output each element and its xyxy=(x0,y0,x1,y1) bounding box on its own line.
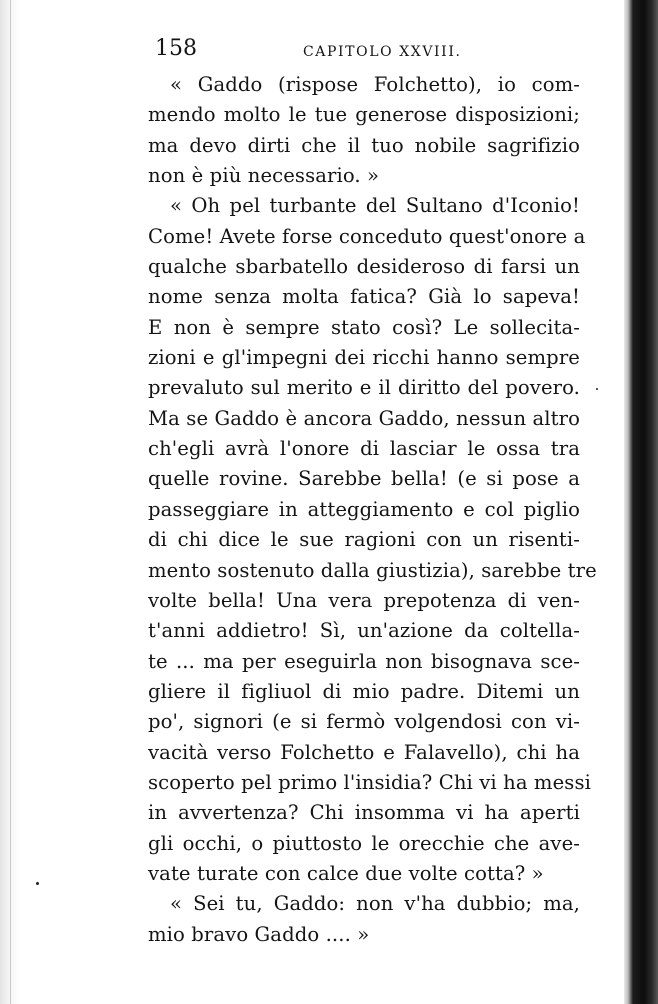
ink-speck xyxy=(596,388,598,390)
text-line: volte bella! Una vera prepotenza di ven- xyxy=(148,588,580,612)
text-line: t'anni addietro! Sì, un'azione da coltella- xyxy=(148,619,580,643)
text-line: « Gaddo (rispose Folchetto), io com- xyxy=(170,73,580,96)
page-fold-line xyxy=(10,0,11,1004)
text-line: mendo molto le tue generose disposizioni; xyxy=(148,103,580,127)
text-line: « Sei tu, Gaddo: non v'ha dubbio; ma, xyxy=(170,892,580,916)
text-line: qualche sbarbatello desideroso di farsi un xyxy=(148,255,580,279)
text-line: zioni e gl'impegni dei ricchi hanno sempre xyxy=(148,346,580,370)
text-line: gli occhi, o piuttosto le orecchie che ave- xyxy=(148,831,580,855)
text-line: vacità verso Folchetto e Falavello), chi ha xyxy=(148,740,580,764)
text-line: prevaluto sul merito e il diritto del povero. xyxy=(148,376,580,400)
running-head: CAPITOLO XXVIII. xyxy=(303,44,462,60)
text-line: « Oh pel turbante del Sultano d'Iconio! xyxy=(170,194,580,218)
text-line: ch'egli avrà l'onore di lasciar le ossa tra xyxy=(148,437,580,461)
text-line: mento sostenuto dalla giustizia), sarebbe tre xyxy=(148,558,597,582)
text-line: ma devo dirti che il tuo nobile sagrifizio xyxy=(148,133,580,157)
ink-speck xyxy=(36,882,39,885)
text-line: vate turate con calce due volte cotta? » xyxy=(148,861,544,885)
text-line: mio bravo Gaddo .... » xyxy=(148,922,370,946)
text-line: scoperto pel primo l'insidia? Chi vi ha messi xyxy=(148,770,591,794)
text-line: Come! Avete forse conceduto quest'onore a xyxy=(148,224,586,248)
text-line: po', signori (e si fermò volgendosi con vi- xyxy=(148,710,580,734)
text-line: gliere il figliuol di mio padre. Ditemi un xyxy=(148,679,580,703)
text-line: di chi dice le sue ragioni con un risenti- xyxy=(148,528,580,552)
text-line: nome senza molta fatica? Già lo sapeva! xyxy=(148,285,580,309)
text-line: in avvertenza? Chi insomma vi ha aperti xyxy=(148,801,580,825)
body-text xyxy=(148,70,597,950)
page-header xyxy=(155,36,575,66)
binding-edge xyxy=(624,0,658,1004)
text-line: non è più necessario. » xyxy=(148,164,380,188)
text-line: te ... ma per eseguirla non bisognava sce- xyxy=(148,649,580,673)
text-line: E non è sempre stato così? Le sollecita- xyxy=(148,315,580,339)
text-line: Ma se Gaddo è ancora Gaddo, nessun altro xyxy=(148,406,580,430)
page-number: 158 xyxy=(155,36,197,61)
text-line: passeggiare in atteggiamento e col piglio xyxy=(148,497,580,521)
text-line: quelle rovine. Sarebbe bella! (e si pose a xyxy=(148,467,580,491)
